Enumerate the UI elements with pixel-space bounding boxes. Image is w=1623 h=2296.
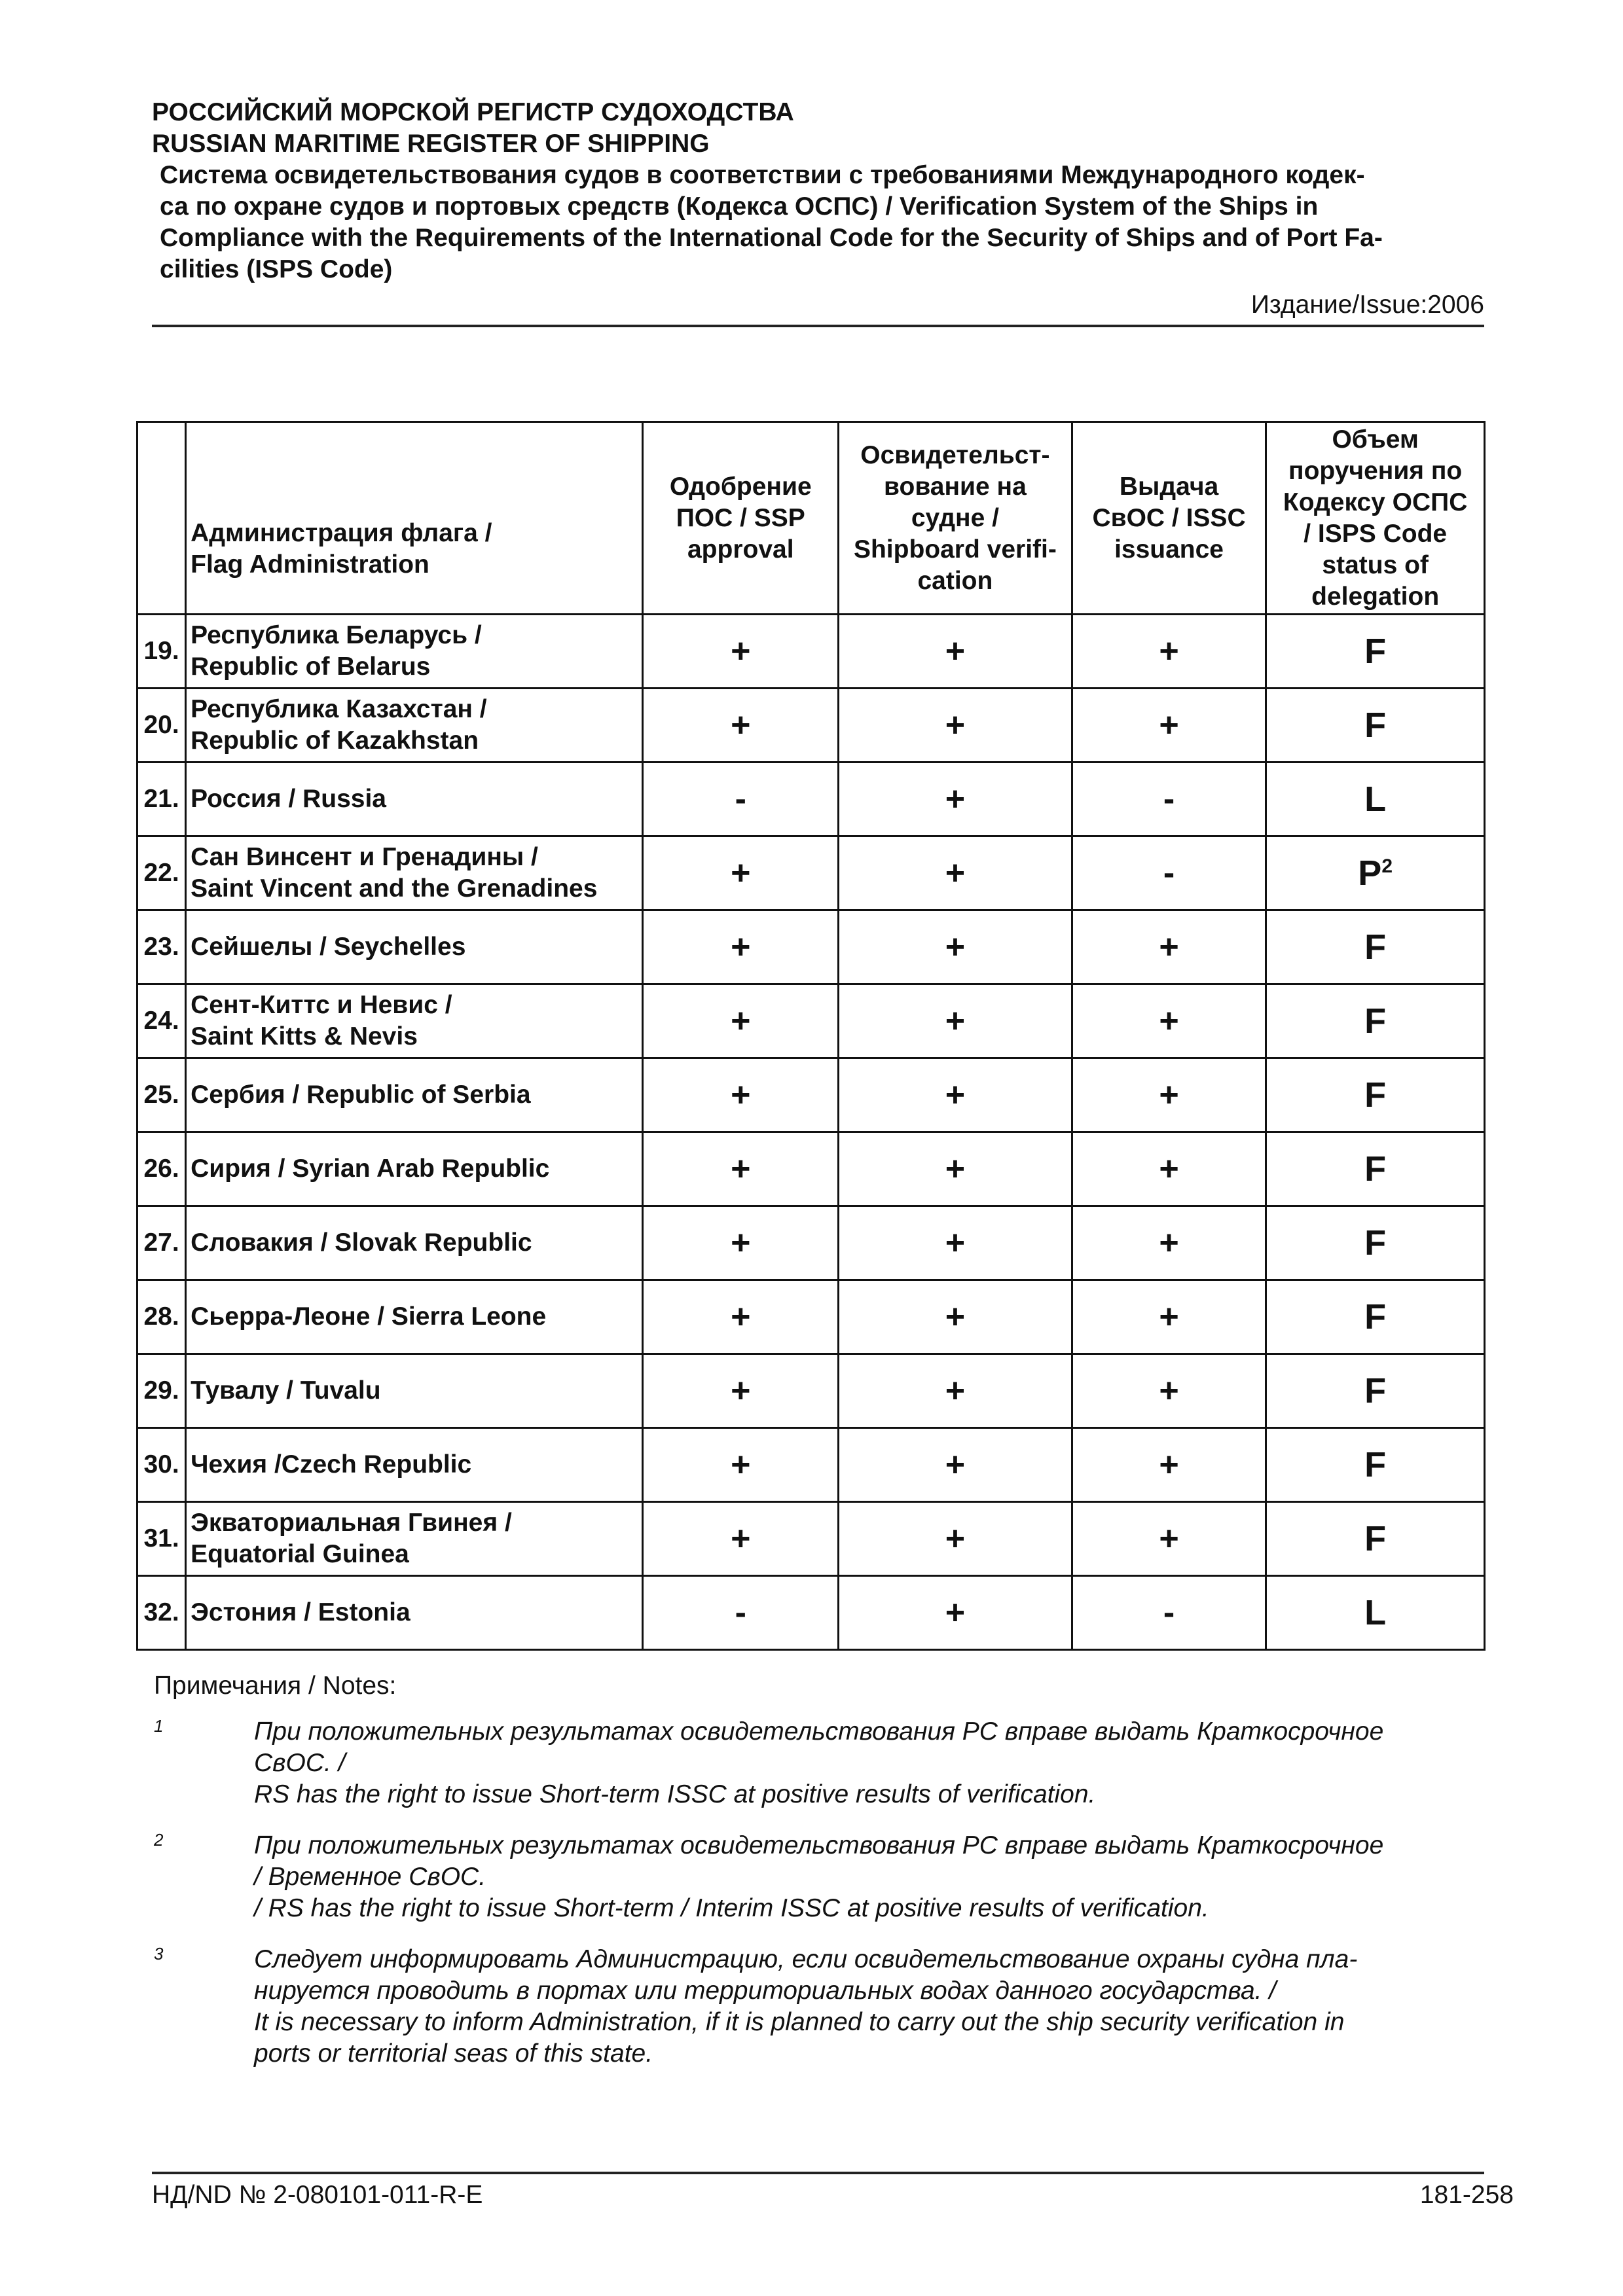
name-line: Сент-Киттс и Невис / (191, 991, 452, 1019)
notes-title: Примечания / Notes: (154, 1672, 397, 1700)
note-item (154, 1944, 1489, 2070)
table-row (137, 1206, 1485, 1280)
name-line: Республика Беларусь / (191, 621, 482, 649)
note-line: При положительных результатах освидетельствования РС вправе выдать Краткосрочное (254, 1831, 1384, 1859)
delegation-status-cell (1266, 1502, 1485, 1576)
name-line: Чехия /Czech Republic (191, 1450, 472, 1479)
delegation-status-cell (1266, 1206, 1485, 1280)
note-text (254, 1944, 1489, 2070)
delegation-status-cell (1266, 762, 1485, 836)
notes-list (154, 1716, 1489, 2070)
delegation-status: F (1364, 927, 1387, 967)
delegation-status: F (1364, 1445, 1387, 1484)
shipboard-verification-cell: + (839, 689, 1072, 762)
note-line: ports or territorial seas of this state. (254, 2039, 653, 2068)
issc-issuance-cell: + (1072, 689, 1266, 762)
ssp-approval-cell: + (643, 1206, 839, 1280)
name-line: Россия / Russia (191, 785, 387, 813)
issc-issuance-cell: - (1072, 762, 1266, 836)
issc-issuance-cell: + (1072, 615, 1266, 689)
issue-label: Издание/Issue:2006 (1250, 291, 1484, 319)
delegation-status: L (1364, 1593, 1387, 1632)
note-line: / Временное СвОС. (254, 1863, 486, 1891)
table-row (137, 836, 1485, 910)
issc-issuance-cell: + (1072, 1502, 1266, 1576)
delegation-status: P (1358, 853, 1382, 893)
table-row (137, 1280, 1485, 1354)
table-row (137, 762, 1485, 836)
note-number: 2 (154, 1830, 164, 1850)
table-row (137, 689, 1485, 762)
delegation-status-cell (1266, 1354, 1485, 1428)
issc-issuance-cell: + (1072, 984, 1266, 1058)
flag-administration-name (186, 1280, 643, 1354)
name-line: Словакия / Slovak Republic (191, 1229, 532, 1257)
delegation-status-cell (1266, 836, 1485, 910)
ssp-column-header: Одобрение ПОС / SSP approval (643, 422, 839, 615)
ssp-approval-cell: - (643, 762, 839, 836)
delegation-status: F (1364, 1297, 1387, 1336)
issc-issuance-cell: + (1072, 1206, 1266, 1280)
row-number: 23. (137, 910, 186, 984)
shipboard-verification-cell: + (839, 615, 1072, 689)
document-title (152, 160, 1484, 285)
row-number: 21. (137, 762, 186, 836)
note-line: нируется проводить в портах или территориальных водах данного государства. / (254, 1977, 1277, 2005)
issc-issuance-cell: - (1072, 836, 1266, 910)
shipboard-verification-cell: + (839, 1428, 1072, 1502)
delegation-status: F (1364, 632, 1387, 671)
footer-divider (152, 2172, 1484, 2174)
shipboard-verification-cell: + (839, 1058, 1072, 1132)
shipboard-verification-cell: + (839, 984, 1072, 1058)
ssp-approval-cell: + (643, 984, 839, 1058)
name-line: Сербия / Republic of Serbia (191, 1081, 531, 1109)
ssp-approval-cell: + (643, 1280, 839, 1354)
note-line: Следует информировать Администрацию, если освидетельствование охраны судна пла- (254, 1945, 1358, 1973)
name-line: Сьерра-Леоне / Sierra Leone (191, 1302, 547, 1331)
name-line: Сирия / Syrian Arab Republic (191, 1155, 550, 1183)
delegation-status: F (1364, 1149, 1387, 1189)
flag-administration-name (186, 984, 643, 1058)
name-line: Экваториальная Гвинея / (191, 1509, 512, 1537)
row-number: 27. (137, 1206, 186, 1280)
flag-administration-table (136, 421, 1486, 1651)
number-column-header (137, 422, 186, 615)
flag-administration-name (186, 1428, 643, 1502)
delegation-status: F (1364, 1001, 1387, 1041)
note-item (154, 1716, 1489, 1810)
table-header-row (137, 422, 1485, 615)
ssp-approval-cell: - (643, 1576, 839, 1650)
table-row (137, 1058, 1485, 1132)
table-row (137, 1132, 1485, 1206)
delegation-status-cell (1266, 910, 1485, 984)
note-number: 1 (154, 1716, 164, 1736)
title-line: cilities (ISPS Code) (160, 255, 393, 283)
footnote-reference: 2 (1381, 855, 1393, 877)
notes-section (154, 1670, 1489, 2089)
note-line: / RS has the right to issue Short-term / Interim ISSC at positive results of verification. (254, 1894, 1209, 1922)
table-row (137, 615, 1485, 689)
name-line: Saint Vincent and the Grenadines (191, 874, 598, 903)
note-number: 3 (154, 1944, 164, 1964)
table-row (137, 984, 1485, 1058)
admin-column-header: Администрация флага / Flag Administration (186, 422, 643, 615)
ssp-approval-cell: + (643, 1428, 839, 1502)
flag-administration-name (186, 615, 643, 689)
table-row (137, 1428, 1485, 1502)
delegation-status-cell (1266, 615, 1485, 689)
name-line: Saint Kitts & Nevis (191, 1022, 418, 1050)
issc-column-header: Выдача СвОС / ISSC issuance (1072, 422, 1266, 615)
note-item (154, 1830, 1489, 1924)
name-line: Эстония / Estonia (191, 1598, 410, 1626)
table-row (137, 910, 1485, 984)
delegation-status-cell (1266, 1058, 1485, 1132)
issc-issuance-cell: + (1072, 910, 1266, 984)
delegation-status: L (1364, 780, 1387, 819)
flag-administration-name (186, 1058, 643, 1132)
shipboard-verification-cell: + (839, 1502, 1072, 1576)
delegation-status-cell (1266, 1576, 1485, 1650)
ssp-approval-cell: + (643, 1132, 839, 1206)
ssp-approval-cell: + (643, 1058, 839, 1132)
flag-administration-name (186, 1502, 643, 1576)
shipboard-verification-cell: + (839, 1132, 1072, 1206)
delegation-status: F (1364, 1519, 1387, 1558)
flag-administration-name (186, 1206, 643, 1280)
note-text (254, 1830, 1489, 1924)
note-text (254, 1716, 1489, 1810)
name-line: Republic of Kazakhstan (191, 726, 479, 755)
note-line: При положительных результатах освидетельствования РС вправе выдать Краткосрочное (254, 1717, 1384, 1746)
table-row (137, 1354, 1485, 1428)
issc-issuance-cell: + (1072, 1132, 1266, 1206)
shipboard-verification-cell: + (839, 1206, 1072, 1280)
ssp-approval-cell: + (643, 836, 839, 910)
flag-administration-name (186, 762, 643, 836)
row-number: 26. (137, 1132, 186, 1206)
delegation-status-cell (1266, 984, 1485, 1058)
ssp-approval-cell: + (643, 689, 839, 762)
name-line: Сан Винсент и Гренадины / (191, 843, 538, 871)
shipboard-verification-cell: + (839, 910, 1072, 984)
delegation-status-cell (1266, 689, 1485, 762)
row-number: 25. (137, 1058, 186, 1132)
title-line: са по охране судов и портовых средств (Кодекса ОСПС) / Verification System of the Ships in (160, 192, 1319, 221)
issc-issuance-cell: + (1072, 1354, 1266, 1428)
note-line: СвОС. / (254, 1749, 346, 1777)
page-number: 181-258 (1419, 2181, 1514, 2209)
row-number: 19. (137, 615, 186, 689)
delegation-status: F (1364, 1371, 1387, 1410)
shipboard-verification-cell: + (839, 1354, 1072, 1428)
flag-administration-name (186, 836, 643, 910)
issc-issuance-cell: + (1072, 1058, 1266, 1132)
ssp-approval-cell: + (643, 615, 839, 689)
name-line: Республика Казахстан / (191, 695, 487, 723)
verification-column-header: Освидетельст- вование на судне / Shipboard verifi- cation (839, 422, 1072, 615)
row-number: 32. (137, 1576, 186, 1650)
org-name-en: RUSSIAN MARITIME REGISTER OF SHIPPING (152, 130, 710, 158)
delegation-column-header: Объем поручения по Кодексу ОСПС / ISPS Code status of delegation (1266, 422, 1485, 615)
row-number: 24. (137, 984, 186, 1058)
document-number: НД/ND № 2-080101-011-R-E (152, 2181, 483, 2209)
table-row (137, 1576, 1485, 1650)
note-line: It is necessary to inform Administration, if it is planned to carry out the ship security verification in (254, 2008, 1345, 2036)
shipboard-verification-cell: + (839, 762, 1072, 836)
header-divider (152, 325, 1484, 327)
name-line: Тувалу / Tuvalu (191, 1376, 381, 1405)
issc-issuance-cell: - (1072, 1576, 1266, 1650)
row-number: 29. (137, 1354, 186, 1428)
delegation-status-cell (1266, 1428, 1485, 1502)
title-line: Compliance with the Requirements of the International Code for the Security of Ships and of Port Fa- (160, 224, 1383, 252)
row-number: 20. (137, 689, 186, 762)
org-name-ru: РОССИЙСКИЙ МОРСКОЙ РЕГИСТР СУДОХОДСТВА (152, 98, 794, 126)
name-line: Republic of Belarus (191, 653, 431, 681)
row-number: 22. (137, 836, 186, 910)
delegation-status: F (1364, 706, 1387, 745)
page-footer (152, 2172, 1514, 2211)
row-number: 28. (137, 1280, 186, 1354)
issc-issuance-cell: + (1072, 1428, 1266, 1502)
row-number: 30. (137, 1428, 186, 1502)
name-line: Сейшелы / Seychelles (191, 933, 466, 961)
note-line: RS has the right to issue Short-term ISSC at positive results of verification. (254, 1780, 1096, 1808)
flag-administration-name (186, 689, 643, 762)
name-line: Equatorial Guinea (191, 1540, 409, 1568)
flag-administration-name (186, 1132, 643, 1206)
table-row (137, 1502, 1485, 1576)
title-line: Система освидетельствования судов в соответствии с требованиями Международного кодек- (160, 161, 1365, 189)
delegation-status: F (1364, 1223, 1387, 1263)
row-number: 31. (137, 1502, 186, 1576)
delegation-status-cell (1266, 1280, 1485, 1354)
shipboard-verification-cell: + (839, 836, 1072, 910)
shipboard-verification-cell: + (839, 1576, 1072, 1650)
flag-administration-name (186, 1354, 643, 1428)
delegation-status-cell (1266, 1132, 1485, 1206)
flag-administration-name (186, 910, 643, 984)
page-header (152, 97, 1484, 327)
flag-administration-name (186, 1576, 643, 1650)
ssp-approval-cell: + (643, 910, 839, 984)
ssp-approval-cell: + (643, 1354, 839, 1428)
issc-issuance-cell: + (1072, 1280, 1266, 1354)
delegation-status: F (1364, 1075, 1387, 1115)
ssp-approval-cell: + (643, 1502, 839, 1576)
shipboard-verification-cell: + (839, 1280, 1072, 1354)
